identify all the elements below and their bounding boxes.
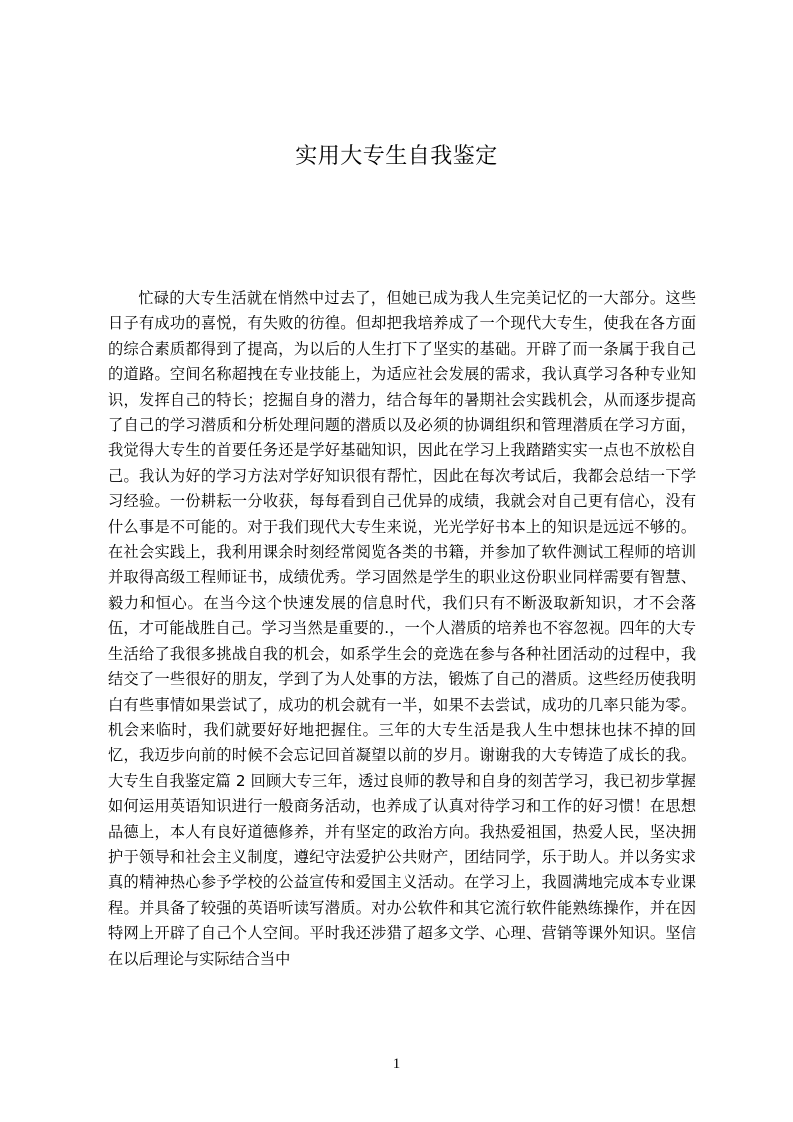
page-number: 1 xyxy=(392,1056,401,1072)
body-paragraph: 忙碌的大专生活就在悄然中过去了，但她已成为我人生完美记忆的一大部分。这些日子有成功的喜悦，有失败的彷徨。但却把我培养成了一个现代大专生，使我在各方面的综合素质都得到了提高，为以后的人生打下了坚实的基础。开辟了而一条属于我自己的道路。空间名称超拽在专业技能上，为适应社会发展的需求，我认真学习各种专业知识，发挥自己的特长；挖掘自身的潜力，结合每年的暑期社会实践机会，从而逐步提高了自己的学习潜质和分析处理问题的潜质以及必须的协调组织和管理潜质在学习方面，我觉得大专生的首要任务还是学好基础知识，因此在学习上我踏踏实实一点也不放松自己。我认为好的学习方法对学好知识很有帮忙，因此在每次考试后，我都会总结一下学习经验。一份耕耘一分收获，每每看到自己优异的成绩，我就会对自己更有信心，没有什么事是不可能的。对于我们现代大专生来说，光光学好书本上的知识是远远不够的。在社会实践上，我利用课余时刻经常阅览各类的书籍，并参加了软件测试工程师的培训并取得高级工程师证书，成绩优秀。学习固然是学生的职业这份职业同样需要有智慧、毅力和恒心。在当今这个快速发展的信息时代，我们只有不断汲取新知识，才不会落伍，才可能战胜自己。学习当然是重要的.，一个人潜质的培养也不容忽视。四年的大专生活给了我很多挑战自我的机会，如系学生会的竞选在参与各种社团活动的过程中，我结交了一些很好的朋友，学到了为人处事的方法，锻炼了自己的潜质。这些经历使我明白有些事情如果尝试了，成功的机会就有一半，如果不去尝试，成功的几率只能为零。机会来临时，我们就要好好地把握住。三年的大专生活是我人生中想抹也抹不掉的回忆，我迈步向前的时候不会忘记回首凝望以前的岁月。谢谢我的大专铸造了成长的我。大专生自我鉴定篇 2 回顾大专三年，透过良师的教导和自身的刻苦学习，我已初步掌握如何运用英语知识进行一般商务活动，也养成了认真对待学习和工作的好习惯！在思想品德上，本人有良好道德修养，并有坚定的政治方向。我热爱祖国，热爱人民，坚决拥护于领导和社会主义制度，遵纪守法爱护公共财产，团结同学，乐于助人。并以务实求真的精神热心参予学校的公益宣传和爱国主义活动。在学习上，我圆满地完成本专业课程。并具备了较强的英语听读写潜质。对办公软件和其它流行软件能熟练操作，并在因特网上开辟了自己个人空间。平时我还涉猎了超多文学、心理、营销等课外知识。坚信在以后理论与实际结合当中 xyxy=(108,289,696,968)
document-title: 实用大专生自我鉴定 xyxy=(295,144,498,169)
